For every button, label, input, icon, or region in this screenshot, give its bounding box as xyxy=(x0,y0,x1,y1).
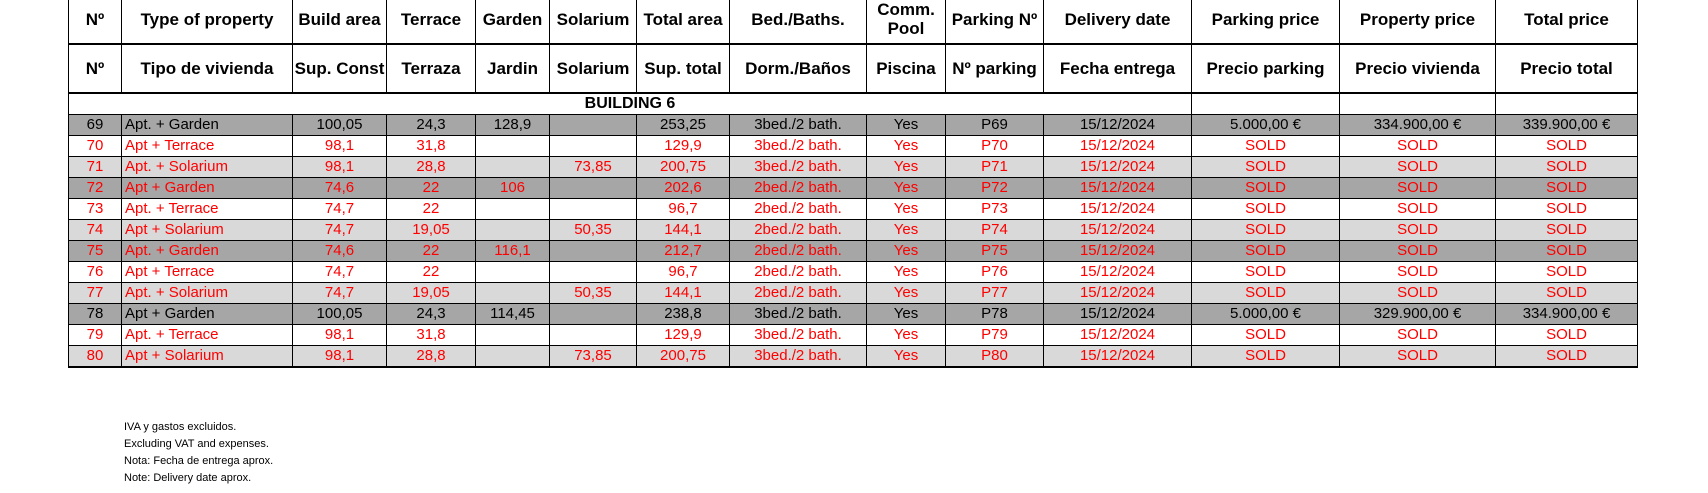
cell-total-area: 144,1 xyxy=(637,220,730,241)
table-row xyxy=(69,136,1638,157)
cell-solarium xyxy=(550,115,637,136)
cell-garden: 116,1 xyxy=(476,241,550,262)
cell-delivery-date: 15/12/2024 xyxy=(1044,346,1192,368)
cell-parking-number: P78 xyxy=(946,304,1044,325)
cell-type: Apt. + Garden xyxy=(122,115,293,136)
cell-solarium: 50,35 xyxy=(550,283,637,304)
cell-comm-pool: Yes xyxy=(867,241,946,262)
table-row xyxy=(69,115,1638,136)
cell-parking-number: P71 xyxy=(946,157,1044,178)
cell-bed-baths: 3bed./2 bath. xyxy=(730,115,867,136)
note-delivery-en: Note: Delivery date aprox. xyxy=(124,472,252,484)
cell-property-price: SOLD xyxy=(1340,220,1496,241)
cell-type: Apt. + Solarium xyxy=(122,157,293,178)
cell-build-area: 74,6 xyxy=(293,178,387,199)
cell-property-price: SOLD xyxy=(1340,199,1496,220)
cell-parking-number: P74 xyxy=(946,220,1044,241)
note-vat-es: IVA y gastos excluidos. xyxy=(124,421,237,433)
cell-total-area: 202,6 xyxy=(637,178,730,199)
cell-parking-number: P72 xyxy=(946,178,1044,199)
cell-total-price: SOLD xyxy=(1496,220,1638,241)
cell-type: Apt. + Terrace xyxy=(122,325,293,346)
cell-bed-baths: 2bed./2 bath. xyxy=(730,283,867,304)
col-header-es-bed-baths: Dorm./Baños xyxy=(730,44,867,93)
cell-delivery-date: 15/12/2024 xyxy=(1044,115,1192,136)
cell-total-price: SOLD xyxy=(1496,262,1638,283)
col-header-es-total-price: Precio total xyxy=(1496,44,1638,93)
cell-type: Apt + Solarium xyxy=(122,220,293,241)
cell-total-area: 129,9 xyxy=(637,325,730,346)
cell-solarium xyxy=(550,136,637,157)
cell-parking-price: 5.000,00 € xyxy=(1192,115,1340,136)
cell-property-price: SOLD xyxy=(1340,283,1496,304)
cell-number: 80 xyxy=(69,346,122,368)
cell-number: 73 xyxy=(69,199,122,220)
table-row xyxy=(69,199,1638,220)
cell-number: 75 xyxy=(69,241,122,262)
cell-parking-number: P80 xyxy=(946,346,1044,368)
building-row-spacer xyxy=(1496,93,1638,115)
note-delivery-es: Nota: Fecha de entrega aprox. xyxy=(124,455,274,467)
col-header-es-garden: Jardin xyxy=(476,44,550,93)
header-row-spanish xyxy=(69,44,1638,93)
col-header-total-area: Total area xyxy=(637,0,730,44)
cell-property-price: SOLD xyxy=(1340,241,1496,262)
cell-type: Apt + Garden xyxy=(122,178,293,199)
table-row xyxy=(69,304,1638,325)
cell-parking-price: SOLD xyxy=(1192,178,1340,199)
cell-number: 79 xyxy=(69,325,122,346)
cell-property-price: SOLD xyxy=(1340,325,1496,346)
cell-bed-baths: 3bed./2 bath. xyxy=(730,346,867,368)
footnotes xyxy=(124,419,273,487)
cell-total-area: 144,1 xyxy=(637,283,730,304)
cell-number: 78 xyxy=(69,304,122,325)
cell-build-area: 98,1 xyxy=(293,325,387,346)
cell-total-area: 129,9 xyxy=(637,136,730,157)
cell-delivery-date: 15/12/2024 xyxy=(1044,241,1192,262)
cell-delivery-date: 15/12/2024 xyxy=(1044,325,1192,346)
cell-total-price: SOLD xyxy=(1496,136,1638,157)
cell-comm-pool: Yes xyxy=(867,304,946,325)
cell-build-area: 100,05 xyxy=(293,304,387,325)
building-header-row xyxy=(69,93,1638,115)
cell-parking-price: 5.000,00 € xyxy=(1192,304,1340,325)
col-header-es-terrace: Terraza xyxy=(387,44,476,93)
cell-bed-baths: 3bed./2 bath. xyxy=(730,325,867,346)
cell-total-price: SOLD xyxy=(1496,241,1638,262)
col-header-parking-number: Parking Nº xyxy=(946,0,1044,44)
cell-solarium: 73,85 xyxy=(550,346,637,368)
cell-bed-baths: 3bed./2 bath. xyxy=(730,157,867,178)
col-header-garden: Garden xyxy=(476,0,550,44)
cell-terrace: 28,8 xyxy=(387,157,476,178)
col-header-es-build-area: Sup. Const xyxy=(293,44,387,93)
col-header-parking-price: Parking price xyxy=(1192,0,1340,44)
cell-parking-number: P76 xyxy=(946,262,1044,283)
cell-bed-baths: 3bed./2 bath. xyxy=(730,136,867,157)
col-header-es-delivery-date: Fecha entrega xyxy=(1044,44,1192,93)
cell-comm-pool: Yes xyxy=(867,199,946,220)
cell-delivery-date: 15/12/2024 xyxy=(1044,157,1192,178)
col-header-es-parking-number: Nº parking xyxy=(946,44,1044,93)
col-header-build-area: Build area xyxy=(293,0,387,44)
cell-property-price: SOLD xyxy=(1340,178,1496,199)
cell-terrace: 24,3 xyxy=(387,304,476,325)
col-header-terrace: Terrace xyxy=(387,0,476,44)
cell-delivery-date: 15/12/2024 xyxy=(1044,178,1192,199)
cell-terrace: 22 xyxy=(387,199,476,220)
cell-comm-pool: Yes xyxy=(867,178,946,199)
cell-build-area: 98,1 xyxy=(293,157,387,178)
cell-parking-price: SOLD xyxy=(1192,283,1340,304)
building-row-spacer xyxy=(1340,93,1496,115)
cell-terrace: 31,8 xyxy=(387,325,476,346)
cell-comm-pool: Yes xyxy=(867,157,946,178)
table-row xyxy=(69,157,1638,178)
cell-terrace: 19,05 xyxy=(387,283,476,304)
col-header-comm-pool: Comm. Pool xyxy=(867,0,946,44)
cell-number: 69 xyxy=(69,115,122,136)
cell-total-price: SOLD xyxy=(1496,178,1638,199)
col-header-es-property-price: Precio vivienda xyxy=(1340,44,1496,93)
cell-parking-number: P69 xyxy=(946,115,1044,136)
building-label: BUILDING 6 xyxy=(69,93,1192,115)
cell-total-price: SOLD xyxy=(1496,283,1638,304)
cell-total-area: 200,75 xyxy=(637,346,730,368)
cell-parking-price: SOLD xyxy=(1192,262,1340,283)
cell-total-area: 238,8 xyxy=(637,304,730,325)
cell-build-area: 74,7 xyxy=(293,220,387,241)
col-header-es-type: Tipo de vivienda xyxy=(122,44,293,93)
cell-parking-price: SOLD xyxy=(1192,136,1340,157)
note-vat-en: Excluding VAT and expenses. xyxy=(124,438,269,450)
cell-type: Apt. + Terrace xyxy=(122,199,293,220)
cell-total-price: SOLD xyxy=(1496,157,1638,178)
cell-bed-baths: 2bed./2 bath. xyxy=(730,241,867,262)
col-header-es-parking-price: Precio parking xyxy=(1192,44,1340,93)
cell-solarium: 73,85 xyxy=(550,157,637,178)
header-row-english xyxy=(69,0,1638,44)
col-header-es-number: Nº xyxy=(69,44,122,93)
cell-type: Apt + Garden xyxy=(122,304,293,325)
cell-bed-baths: 2bed./2 bath. xyxy=(730,199,867,220)
cell-type: Apt. + Solarium xyxy=(122,283,293,304)
cell-garden: 106 xyxy=(476,178,550,199)
cell-parking-price: SOLD xyxy=(1192,325,1340,346)
col-header-es-total-area: Sup. total xyxy=(637,44,730,93)
cell-total-area: 253,25 xyxy=(637,115,730,136)
cell-total-price: SOLD xyxy=(1496,199,1638,220)
cell-total-price: 334.900,00 € xyxy=(1496,304,1638,325)
col-header-es-solarium: Solarium xyxy=(550,44,637,93)
cell-parking-number: P73 xyxy=(946,199,1044,220)
cell-build-area: 74,7 xyxy=(293,199,387,220)
cell-terrace: 28,8 xyxy=(387,346,476,368)
cell-parking-price: SOLD xyxy=(1192,220,1340,241)
cell-terrace: 22 xyxy=(387,178,476,199)
cell-parking-number: P79 xyxy=(946,325,1044,346)
cell-garden xyxy=(476,325,550,346)
cell-property-price: SOLD xyxy=(1340,157,1496,178)
cell-parking-price: SOLD xyxy=(1192,199,1340,220)
col-header-type: Type of property xyxy=(122,0,293,44)
cell-terrace: 22 xyxy=(387,241,476,262)
col-header-number: Nº xyxy=(69,0,122,44)
cell-solarium: 50,35 xyxy=(550,220,637,241)
cell-comm-pool: Yes xyxy=(867,115,946,136)
cell-solarium xyxy=(550,325,637,346)
cell-parking-price: SOLD xyxy=(1192,241,1340,262)
cell-total-area: 96,7 xyxy=(637,262,730,283)
col-header-es-pool: Piscina xyxy=(867,44,946,93)
cell-solarium xyxy=(550,304,637,325)
table-row xyxy=(69,178,1638,199)
cell-solarium xyxy=(550,241,637,262)
cell-build-area: 98,1 xyxy=(293,136,387,157)
cell-number: 76 xyxy=(69,262,122,283)
cell-garden xyxy=(476,220,550,241)
table-row xyxy=(69,220,1638,241)
cell-total-area: 200,75 xyxy=(637,157,730,178)
cell-terrace: 24,3 xyxy=(387,115,476,136)
cell-property-price: 334.900,00 € xyxy=(1340,115,1496,136)
col-header-bed-baths: Bed./Baths. xyxy=(730,0,867,44)
cell-comm-pool: Yes xyxy=(867,220,946,241)
cell-total-area: 212,7 xyxy=(637,241,730,262)
cell-delivery-date: 15/12/2024 xyxy=(1044,304,1192,325)
col-header-delivery-date: Delivery date xyxy=(1044,0,1192,44)
cell-delivery-date: 15/12/2024 xyxy=(1044,262,1192,283)
cell-build-area: 74,7 xyxy=(293,283,387,304)
cell-type: Apt + Terrace xyxy=(122,136,293,157)
cell-garden xyxy=(476,199,550,220)
cell-number: 70 xyxy=(69,136,122,157)
cell-total-area: 96,7 xyxy=(637,199,730,220)
cell-total-price: SOLD xyxy=(1496,325,1638,346)
cell-build-area: 74,7 xyxy=(293,262,387,283)
cell-parking-price: SOLD xyxy=(1192,346,1340,368)
cell-comm-pool: Yes xyxy=(867,346,946,368)
cell-parking-number: P75 xyxy=(946,241,1044,262)
cell-delivery-date: 15/12/2024 xyxy=(1044,199,1192,220)
col-header-solarium: Solarium xyxy=(550,0,637,44)
cell-comm-pool: Yes xyxy=(867,283,946,304)
table-row xyxy=(69,346,1638,368)
col-header-total-price: Total price xyxy=(1496,0,1638,44)
cell-bed-baths: 2bed./2 bath. xyxy=(730,220,867,241)
cell-parking-number: P77 xyxy=(946,283,1044,304)
cell-terrace: 22 xyxy=(387,262,476,283)
cell-terrace: 19,05 xyxy=(387,220,476,241)
cell-total-price: SOLD xyxy=(1496,346,1638,368)
cell-delivery-date: 15/12/2024 xyxy=(1044,283,1192,304)
cell-garden xyxy=(476,283,550,304)
cell-build-area: 100,05 xyxy=(293,115,387,136)
cell-bed-baths: 2bed./2 bath. xyxy=(730,178,867,199)
cell-comm-pool: Yes xyxy=(867,136,946,157)
cell-delivery-date: 15/12/2024 xyxy=(1044,136,1192,157)
cell-number: 77 xyxy=(69,283,122,304)
cell-garden: 114,45 xyxy=(476,304,550,325)
cell-garden xyxy=(476,157,550,178)
cell-comm-pool: Yes xyxy=(867,262,946,283)
cell-bed-baths: 3bed./2 bath. xyxy=(730,304,867,325)
cell-type: Apt + Solarium xyxy=(122,346,293,368)
cell-number: 72 xyxy=(69,178,122,199)
cell-parking-number: P70 xyxy=(946,136,1044,157)
cell-solarium xyxy=(550,178,637,199)
cell-delivery-date: 15/12/2024 xyxy=(1044,220,1192,241)
table-row xyxy=(69,262,1638,283)
cell-property-price: 329.900,00 € xyxy=(1340,304,1496,325)
cell-property-price: SOLD xyxy=(1340,136,1496,157)
cell-garden xyxy=(476,262,550,283)
cell-bed-baths: 2bed./2 bath. xyxy=(730,262,867,283)
cell-type: Apt. + Garden xyxy=(122,241,293,262)
cell-build-area: 98,1 xyxy=(293,346,387,368)
col-header-property-price: Property price xyxy=(1340,0,1496,44)
table-row xyxy=(69,241,1638,262)
cell-comm-pool: Yes xyxy=(867,325,946,346)
cell-garden: 128,9 xyxy=(476,115,550,136)
cell-property-price: SOLD xyxy=(1340,346,1496,368)
cell-build-area: 74,6 xyxy=(293,241,387,262)
cell-parking-price: SOLD xyxy=(1192,157,1340,178)
price-list-table xyxy=(68,0,1638,368)
cell-garden xyxy=(476,136,550,157)
cell-terrace: 31,8 xyxy=(387,136,476,157)
cell-type: Apt + Terrace xyxy=(122,262,293,283)
cell-total-price: 339.900,00 € xyxy=(1496,115,1638,136)
cell-solarium xyxy=(550,262,637,283)
cell-property-price: SOLD xyxy=(1340,262,1496,283)
table-row xyxy=(69,283,1638,304)
cell-number: 74 xyxy=(69,220,122,241)
cell-solarium xyxy=(550,199,637,220)
building-row-spacer xyxy=(1192,93,1340,115)
cell-number: 71 xyxy=(69,157,122,178)
cell-garden xyxy=(476,346,550,368)
table-row xyxy=(69,325,1638,346)
